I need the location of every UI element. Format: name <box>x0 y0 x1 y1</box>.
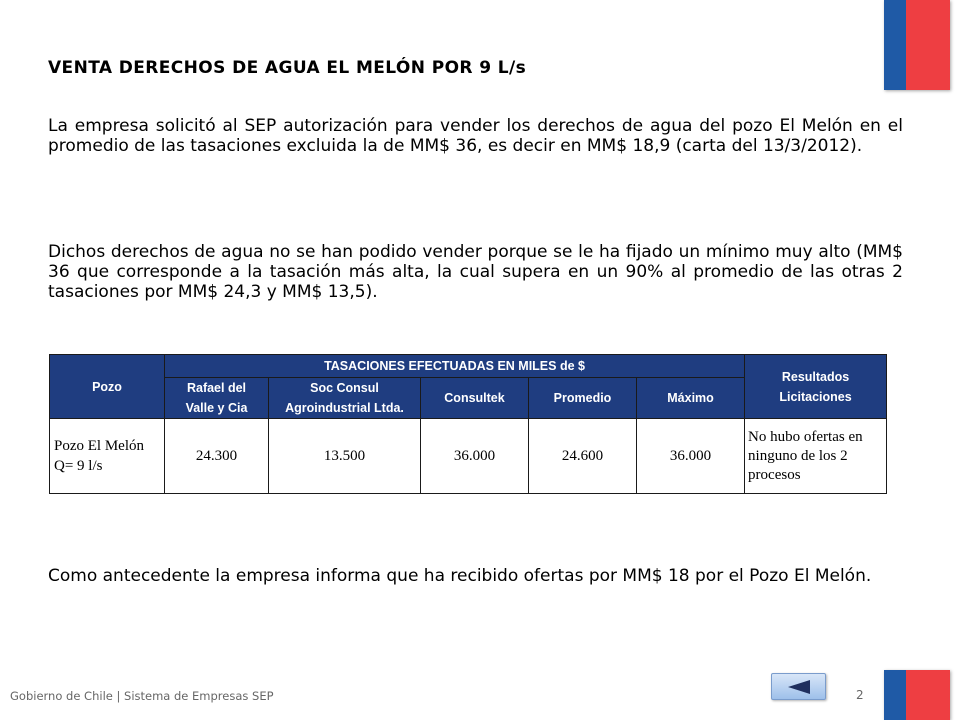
back-arrow-icon <box>786 679 812 695</box>
cell-resultado-line1: No hubo ofertas en <box>748 428 863 445</box>
chile-flag-stripe-bottom <box>884 670 950 720</box>
flag-red-band <box>906 0 950 90</box>
paragraph-request: La empresa solicitó al SEP autorización para vender los derechos de agua del pozo El Melón en el promedio de las tasaciones excluida la de MM$ 36, es decir en MM$ 18,9 (carta del 13/3/2012). <box>48 116 903 156</box>
paragraph-offers: Como antecedente la empresa informa que ha recibido ofertas por MM$ 18 por el Pozo El Melón. <box>48 566 872 586</box>
flag-blue-band-bottom <box>884 670 906 720</box>
cell-promedio: 24.600 <box>529 419 637 494</box>
appraisal-table <box>49 354 887 494</box>
header-rafael <box>165 378 269 419</box>
back-button[interactable] <box>771 673 826 700</box>
header-resultados <box>745 355 887 419</box>
cell-pozo <box>50 419 165 494</box>
cell-resultado-line2: ninguno de los 2 <box>748 447 848 464</box>
cell-resultado <box>745 419 887 494</box>
header-resultados-line2: Licitaciones <box>779 389 852 404</box>
header-rafael-line2: Valle y Cia <box>185 401 248 415</box>
cell-resultado-line3: procesos <box>748 466 801 483</box>
header-resultados-line1: Resultados <box>781 369 850 384</box>
cell-maximo: 36.000 <box>637 419 745 494</box>
footer-text: Gobierno de Chile | Sistema de Empresas SEP <box>10 689 274 703</box>
cell-pozo-line2: Q= 9 l/s <box>54 458 103 474</box>
cell-rafael: 24.300 <box>165 419 269 494</box>
paragraph-reason: Dichos derechos de agua no se han podido vender porque se le ha fijado un mínimo muy alto (MM$ 36 que corresponde a la tasación más alta, la cual supera en un 90% al promedio de las otras 2 tasaciones por MM$ 24,3 y MM$ 13,5). <box>48 242 903 302</box>
header-soc-consul <box>269 378 421 419</box>
header-promedio: Promedio <box>529 378 637 419</box>
header-soc-line1: Soc Consul <box>310 381 379 395</box>
header-tasaciones: TASACIONES EFECTUADAS EN MILES de $ <box>165 355 745 378</box>
slide-title: VENTA DERECHOS DE AGUA EL MELÓN POR 9 L/s <box>48 58 527 78</box>
header-rafael-line1: Rafael del <box>186 381 247 395</box>
page-number: 2 <box>856 688 864 702</box>
header-soc-line2: Agroindustrial Ltda. <box>285 401 404 415</box>
header-maximo: Máximo <box>637 378 745 419</box>
flag-red-band-bottom <box>906 670 950 720</box>
header-consultek: Consultek <box>421 378 529 419</box>
table-row <box>50 419 887 494</box>
cell-soc-consul: 13.500 <box>269 419 421 494</box>
cell-pozo-line1: Pozo El Melón <box>54 438 144 454</box>
cell-consultek: 36.000 <box>421 419 529 494</box>
header-pozo: Pozo <box>50 355 165 419</box>
